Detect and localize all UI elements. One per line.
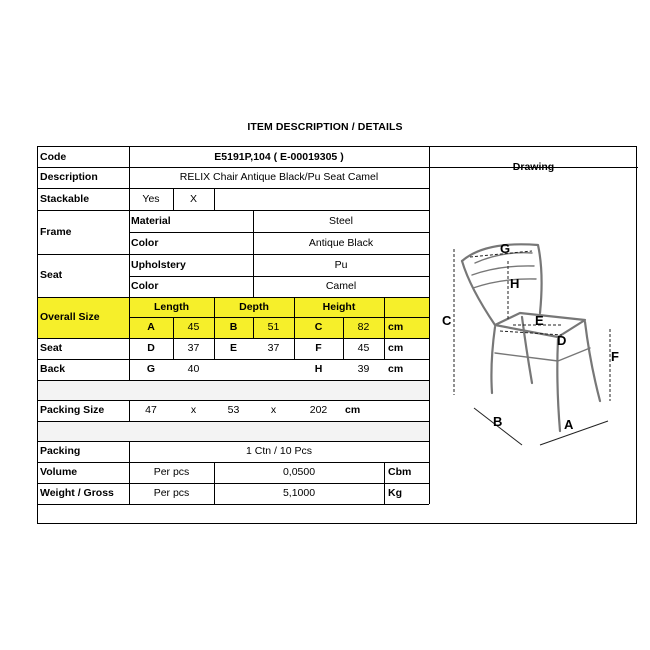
drawing-header: Drawing	[512, 161, 555, 174]
seat-label: Seat	[40, 269, 63, 282]
back-h-letter: H	[314, 363, 323, 376]
weight-value: 5,1000	[282, 487, 316, 500]
volume-label: Volume	[40, 466, 78, 479]
packing-size-unit: cm	[345, 404, 361, 417]
seat-e-value: 37	[267, 342, 280, 355]
packing-size-x1: x	[190, 404, 197, 417]
seat-d-value: 37	[187, 342, 200, 355]
upholstery-value: Pu	[334, 258, 348, 271]
overall-b-letter: B	[229, 321, 238, 334]
frame-label: Frame	[40, 225, 72, 238]
overall-a-value: 45	[187, 321, 200, 334]
overall-unit: cm	[388, 321, 404, 334]
dim-letter-f: F	[611, 349, 619, 364]
dim-letter-g: G	[500, 241, 511, 256]
seat-e-letter: E	[229, 342, 237, 355]
weight-unit: Kg	[388, 487, 402, 500]
overall-b-value: 51	[267, 321, 280, 334]
overall-c-value: 82	[357, 321, 370, 334]
packing-value: 1 Ctn / 10 Pcs	[246, 445, 312, 458]
packing-size-width: 53	[227, 404, 240, 417]
stackable-label: Stackable	[40, 192, 90, 205]
back-dims-label: Back	[40, 363, 66, 376]
back-h-value: 39	[357, 363, 370, 376]
seat-color-value: Camel	[325, 280, 357, 293]
seat-d-letter: D	[147, 342, 155, 355]
seat-f-value: 45	[357, 342, 370, 355]
chair-outline	[462, 244, 600, 431]
weight-per: Per pcs	[153, 487, 190, 500]
page-title: ITEM DESCRIPTION / DETAILS	[247, 121, 403, 133]
dim-letter-h: H	[510, 276, 520, 291]
seat-color-label: Color	[131, 280, 159, 293]
stackable-value: Yes	[142, 192, 160, 205]
back-dims-unit: cm	[388, 363, 404, 376]
packing-size-height: 202	[309, 404, 328, 417]
packing-size-length: 47	[145, 404, 157, 417]
upholstery-label: Upholstery	[131, 258, 186, 271]
length-header: Length	[154, 300, 189, 313]
material-value: Steel	[329, 214, 353, 227]
frame-color-label: Color	[131, 236, 159, 249]
code-value: E5191P,104 ( E-00019305 )	[214, 150, 344, 163]
overall-size-label: Overall Size	[40, 311, 100, 324]
overall-c-letter: C	[314, 321, 323, 334]
material-label: Material	[131, 214, 171, 227]
blank-band	[38, 421, 429, 441]
packing-label: Packing	[40, 445, 81, 458]
description-value: RELIX Chair Antique Black/Pu Seat Camel	[179, 171, 379, 184]
dim-letter-d: D	[557, 333, 567, 348]
height-header: Height	[322, 300, 356, 313]
seat-dims-label: Seat	[40, 342, 63, 355]
stackable-mark: X	[189, 192, 197, 205]
code-label: Code	[40, 150, 67, 163]
volume-per: Per pcs	[153, 466, 190, 479]
seat-dims-unit: cm	[388, 342, 404, 355]
seat-f-letter: F	[315, 342, 322, 355]
dim-letter-a: A	[564, 417, 574, 432]
description-label: Description	[40, 171, 98, 184]
weight-label: Weight / Gross	[40, 487, 114, 500]
back-g-letter: G	[146, 363, 156, 376]
dim-letter-e: E	[535, 313, 544, 328]
frame-color-value: Antique Black	[308, 236, 374, 249]
back-g-value: 40	[187, 363, 200, 376]
dim-letter-b: B	[493, 414, 503, 429]
packing-size-x2: x	[270, 404, 277, 417]
dim-letter-c: C	[442, 313, 452, 328]
packing-size-label: Packing Size	[40, 404, 105, 417]
overall-a-letter: A	[147, 321, 155, 334]
blank-band	[38, 380, 429, 400]
volume-value: 0,0500	[282, 466, 316, 479]
volume-unit: Cbm	[388, 466, 412, 479]
depth-header: Depth	[239, 300, 269, 313]
chair-drawing	[440, 233, 620, 448]
